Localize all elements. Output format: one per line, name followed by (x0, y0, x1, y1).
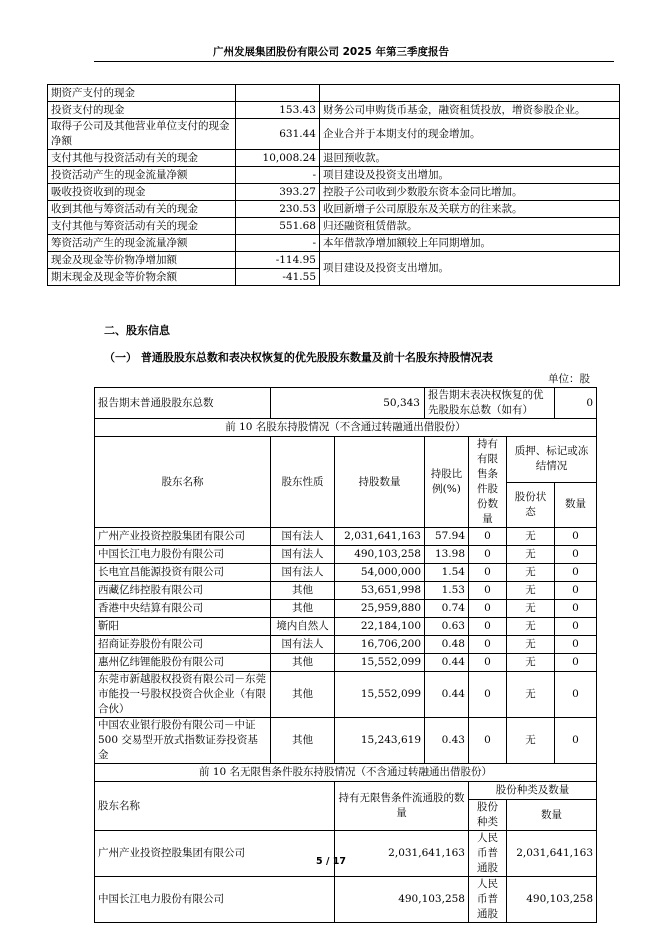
col-header-pledge-group: 质押、标记或冻结情况 (507, 437, 597, 483)
cashflow-row (48, 235, 620, 252)
shareholder-ratio: 0.74 (425, 600, 469, 618)
shareholder-nature: 国有法人 (271, 528, 335, 546)
shareholder-row (95, 718, 597, 764)
cashflow-row (48, 184, 620, 201)
shareholder-row (95, 582, 597, 600)
shareholder-pledge-status: 无 (507, 672, 555, 718)
unrestricted-col-type-group: 股份种类及数量 (469, 782, 597, 800)
unrestricted-name: 中国长江电力股份有限公司 (95, 877, 335, 923)
shareholder-quantity: 25,959,880 (335, 600, 425, 618)
shareholder-pledge-status: 无 (507, 528, 555, 546)
col-header-nature: 股东性质 (271, 437, 335, 528)
cashflow-change-amount: 551.68 (236, 218, 320, 235)
cashflow-reason: 退回预收款。 (320, 150, 620, 167)
shareholder-quantity: 53,651,998 (335, 582, 425, 600)
cashflow-reason: 本年借款净增加额较上年同期增加。 (320, 235, 620, 252)
unrestricted-qty: 2,031,641,163 (507, 831, 597, 877)
shareholder-restricted: 0 (469, 546, 507, 564)
unrestricted-col-name: 股东名称 (95, 782, 335, 831)
cashflow-item: 投资支付的现金 (48, 102, 236, 119)
shareholder-ratio: 0.44 (425, 672, 469, 718)
unrestricted-type: 人民币普通股 (469, 877, 507, 923)
col-header-quantity: 持股数量 (335, 437, 425, 528)
cashflow-change-amount: - (236, 235, 320, 252)
unrestricted-name: 广州产业投资控股集团有限公司 (95, 831, 335, 877)
cashflow-reason: 财务公司申购货币基金，融资租赁投放，增资参股企业。 (320, 102, 620, 119)
shareholder-name: 香港中央结算有限公司 (95, 600, 271, 618)
shareholder-quantity: 490,103,258 (335, 546, 425, 564)
shareholder-name: 长电宜昌能源投资有限公司 (95, 564, 271, 582)
shareholder-pledge-qty: 0 (555, 718, 597, 764)
shareholder-pledge-status: 无 (507, 654, 555, 672)
cashflow-item: 期资产支付的现金 (48, 85, 236, 102)
shareholder-quantity: 54,000,000 (335, 564, 425, 582)
cashflow-item: 筹资活动产生的现金流量净额 (48, 235, 236, 252)
col-header-name: 股东名称 (95, 437, 271, 528)
shareholder-row (95, 564, 597, 582)
shareholder-pledge-status: 无 (507, 636, 555, 654)
shareholder-pledge-qty: 0 (555, 528, 597, 546)
cashflow-change-amount: - (236, 167, 320, 184)
shareholder-ratio: 13.98 (425, 546, 469, 564)
shareholder-ratio: 0.43 (425, 718, 469, 764)
shareholder-table (94, 387, 597, 923)
shareholder-pledge-status: 无 (507, 564, 555, 582)
section-title-shareholder-info: 二、股东信息 (104, 324, 170, 337)
shareholder-nature: 其他 (271, 718, 335, 764)
shareholder-row (95, 654, 597, 672)
shareholder-nature: 其他 (271, 654, 335, 672)
col-header-pledge-status: 股份状态 (507, 482, 555, 528)
shareholder-row (95, 672, 597, 718)
cashflow-row (48, 252, 620, 269)
cashflow-row (48, 167, 620, 184)
cashflow-item: 期末现金及现金等价物余额 (48, 269, 236, 286)
cashflow-reason: 归还融资租赁借款。 (320, 218, 620, 235)
shareholder-name: 广州产业投资控股集团有限公司 (95, 528, 271, 546)
cashflow-reason: 项目建设及投资支出增加。 (320, 252, 620, 286)
cashflow-change-amount: 631.44 (236, 119, 320, 150)
shareholder-restricted: 0 (469, 636, 507, 654)
shareholder-pledge-status: 无 (507, 582, 555, 600)
unrestricted-caption-row (95, 764, 597, 782)
report-header-title: 广州发展集团股份有限公司 2025 年第三季度报告 (212, 46, 450, 58)
unrestricted-row (95, 877, 597, 923)
unrestricted-col-type: 股份种类 (469, 800, 507, 831)
shareholder-nature: 国有法人 (271, 564, 335, 582)
cashflow-change-amount: 230.53 (236, 201, 320, 218)
shareholder-row (95, 618, 597, 636)
unrestricted-row (95, 831, 597, 877)
shareholder-pledge-qty: 0 (555, 636, 597, 654)
shareholder-quantity: 16,706,200 (335, 636, 425, 654)
shareholder-pledge-status: 无 (507, 618, 555, 636)
shareholder-restricted: 0 (469, 672, 507, 718)
preferred-holders-label: 报告期末表决权恢复的优先股股东总数（如有） (425, 388, 555, 419)
unrestricted-type: 人民币普通股 (469, 831, 507, 877)
shareholder-ratio: 0.48 (425, 636, 469, 654)
cashflow-row (48, 119, 620, 150)
cashflow-change-amount: -41.55 (236, 269, 320, 286)
shareholder-ratio: 1.54 (425, 564, 469, 582)
shareholder-quantity: 22,184,100 (335, 618, 425, 636)
shareholder-pledge-status: 无 (507, 600, 555, 618)
cashflow-change-amount: 153.43 (236, 102, 320, 119)
shareholder-pledge-qty: 0 (555, 546, 597, 564)
unrestricted-col-qty: 数量 (507, 800, 597, 831)
shareholder-restricted: 0 (469, 564, 507, 582)
shareholder-pledge-status: 无 (507, 718, 555, 764)
cashflow-row (48, 218, 620, 235)
preferred-holders-value: 0 (555, 388, 597, 419)
shareholder-pledge-qty: 0 (555, 654, 597, 672)
shareholder-name: 西藏亿纬控股有限公司 (95, 582, 271, 600)
cashflow-change-amount: 10,008.24 (236, 150, 320, 167)
shareholder-nature: 其他 (271, 582, 335, 600)
page-number: 5 / 17 (316, 856, 346, 867)
shareholder-row (95, 546, 597, 564)
shareholder-name: 招商证券股份有限公司 (95, 636, 271, 654)
shareholder-nature: 其他 (271, 672, 335, 718)
cashflow-row (48, 201, 620, 218)
col-header-pledge-qty: 数量 (555, 482, 597, 528)
cashflow-item: 取得子公司及其他营业单位支付的现金净额 (48, 119, 236, 150)
cashflow-change-amount: 393.27 (236, 184, 320, 201)
shareholder-pledge-qty: 0 (555, 672, 597, 718)
unrestricted-qty: 490,103,258 (507, 877, 597, 923)
shareholder-ratio: 0.63 (425, 618, 469, 636)
shareholder-quantity: 15,243,619 (335, 718, 425, 764)
shareholder-restricted: 0 (469, 600, 507, 618)
header-divider (94, 61, 614, 62)
shareholder-restricted: 0 (469, 654, 507, 672)
shareholder-ratio: 0.44 (425, 654, 469, 672)
unrestricted-quantity: 2,031,641,163 (335, 831, 469, 877)
cashflow-row (48, 85, 620, 102)
shareholder-name: 中国长江电力股份有限公司 (95, 546, 271, 564)
shareholder-restricted: 0 (469, 582, 507, 600)
cashflow-item: 支付其他与筹资活动有关的现金 (48, 218, 236, 235)
cashflow-item: 支付其他与投资活动有关的现金 (48, 150, 236, 167)
unrestricted-quantity: 490,103,258 (335, 877, 469, 923)
cashflow-item: 收到其他与筹资活动有关的现金 (48, 201, 236, 218)
shareholder-pledge-qty: 0 (555, 618, 597, 636)
shareholder-pledge-status: 无 (507, 546, 555, 564)
cashflow-change-amount (236, 85, 320, 102)
shareholder-name: 惠州亿纬锂能股份有限公司 (95, 654, 271, 672)
cashflow-reason: 控股子公司收到少数股东资本金同比增加。 (320, 184, 620, 201)
shareholder-row (95, 528, 597, 546)
cashflow-reason (320, 85, 620, 102)
summary-row (95, 388, 597, 419)
shareholder-quantity: 2,031,641,163 (335, 528, 425, 546)
common-holders-label: 报告期末普通股股东总数 (95, 388, 271, 419)
shareholder-nature: 国有法人 (271, 546, 335, 564)
shareholder-ratio: 57.94 (425, 528, 469, 546)
unit-label: 单位：股 (548, 373, 590, 385)
shareholder-pledge-qty: 0 (555, 600, 597, 618)
shareholder-restricted: 0 (469, 528, 507, 546)
shareholder-row (95, 636, 597, 654)
top10-header-row (95, 437, 597, 483)
shareholder-name: 东莞市新越股权投资有限公司－东莞市能投一号股权投资合伙企业（有限合伙） (95, 672, 271, 718)
shareholder-restricted: 0 (469, 718, 507, 764)
shareholder-restricted: 0 (469, 618, 507, 636)
shareholder-nature: 境内自然人 (271, 618, 335, 636)
shareholder-pledge-qty: 0 (555, 564, 597, 582)
shareholder-quantity: 15,552,099 (335, 672, 425, 718)
col-header-ratio: 持股比例(%) (425, 437, 469, 528)
shareholder-row (95, 600, 597, 618)
common-holders-value: 50,343 (271, 388, 425, 419)
cashflow-item: 现金及现金等价物净增加额 (48, 252, 236, 269)
cashflow-row (48, 150, 620, 167)
shareholder-nature: 国有法人 (271, 636, 335, 654)
cashflow-item: 投资活动产生的现金流量净额 (48, 167, 236, 184)
shareholder-quantity: 15,552,099 (335, 654, 425, 672)
cashflow-reason: 项目建设及投资支出增加。 (320, 167, 620, 184)
cashflow-item: 吸收投资收到的现金 (48, 184, 236, 201)
cashflow-reason: 企业合并于本期支付的现金增加。 (320, 119, 620, 150)
unrestricted-col-quantity: 持有无限售条件流通股的数量 (335, 782, 469, 831)
shareholder-pledge-qty: 0 (555, 582, 597, 600)
shareholder-ratio: 1.53 (425, 582, 469, 600)
subsection-title-top10: （一） 普通股股东总数和表决权恢复的优先股股东数量及前十名股东持股情况表 (104, 351, 493, 364)
top10-caption-row (95, 419, 597, 437)
unrestricted-header-row (95, 782, 597, 800)
shareholder-nature: 其他 (271, 600, 335, 618)
shareholder-name: 中国农业银行股份有限公司－中证 500 交易型开放式指数证券投资基金 (95, 718, 271, 764)
cashflow-change-table (47, 84, 620, 286)
unrestricted-caption: 前 10 名无限售条件股东持股情况（不含通过转融通出借股份） (95, 764, 597, 782)
col-header-restricted: 持有有限售条件股份数量 (469, 437, 507, 528)
shareholder-name: 靳阳 (95, 618, 271, 636)
cashflow-reason: 收回新增子公司原股东及关联方的往来款。 (320, 201, 620, 218)
cashflow-row (48, 102, 620, 119)
cashflow-change-amount: -114.95 (236, 252, 320, 269)
top10-caption: 前 10 名股东持股情况（不含通过转融通出借股份） (95, 419, 597, 437)
